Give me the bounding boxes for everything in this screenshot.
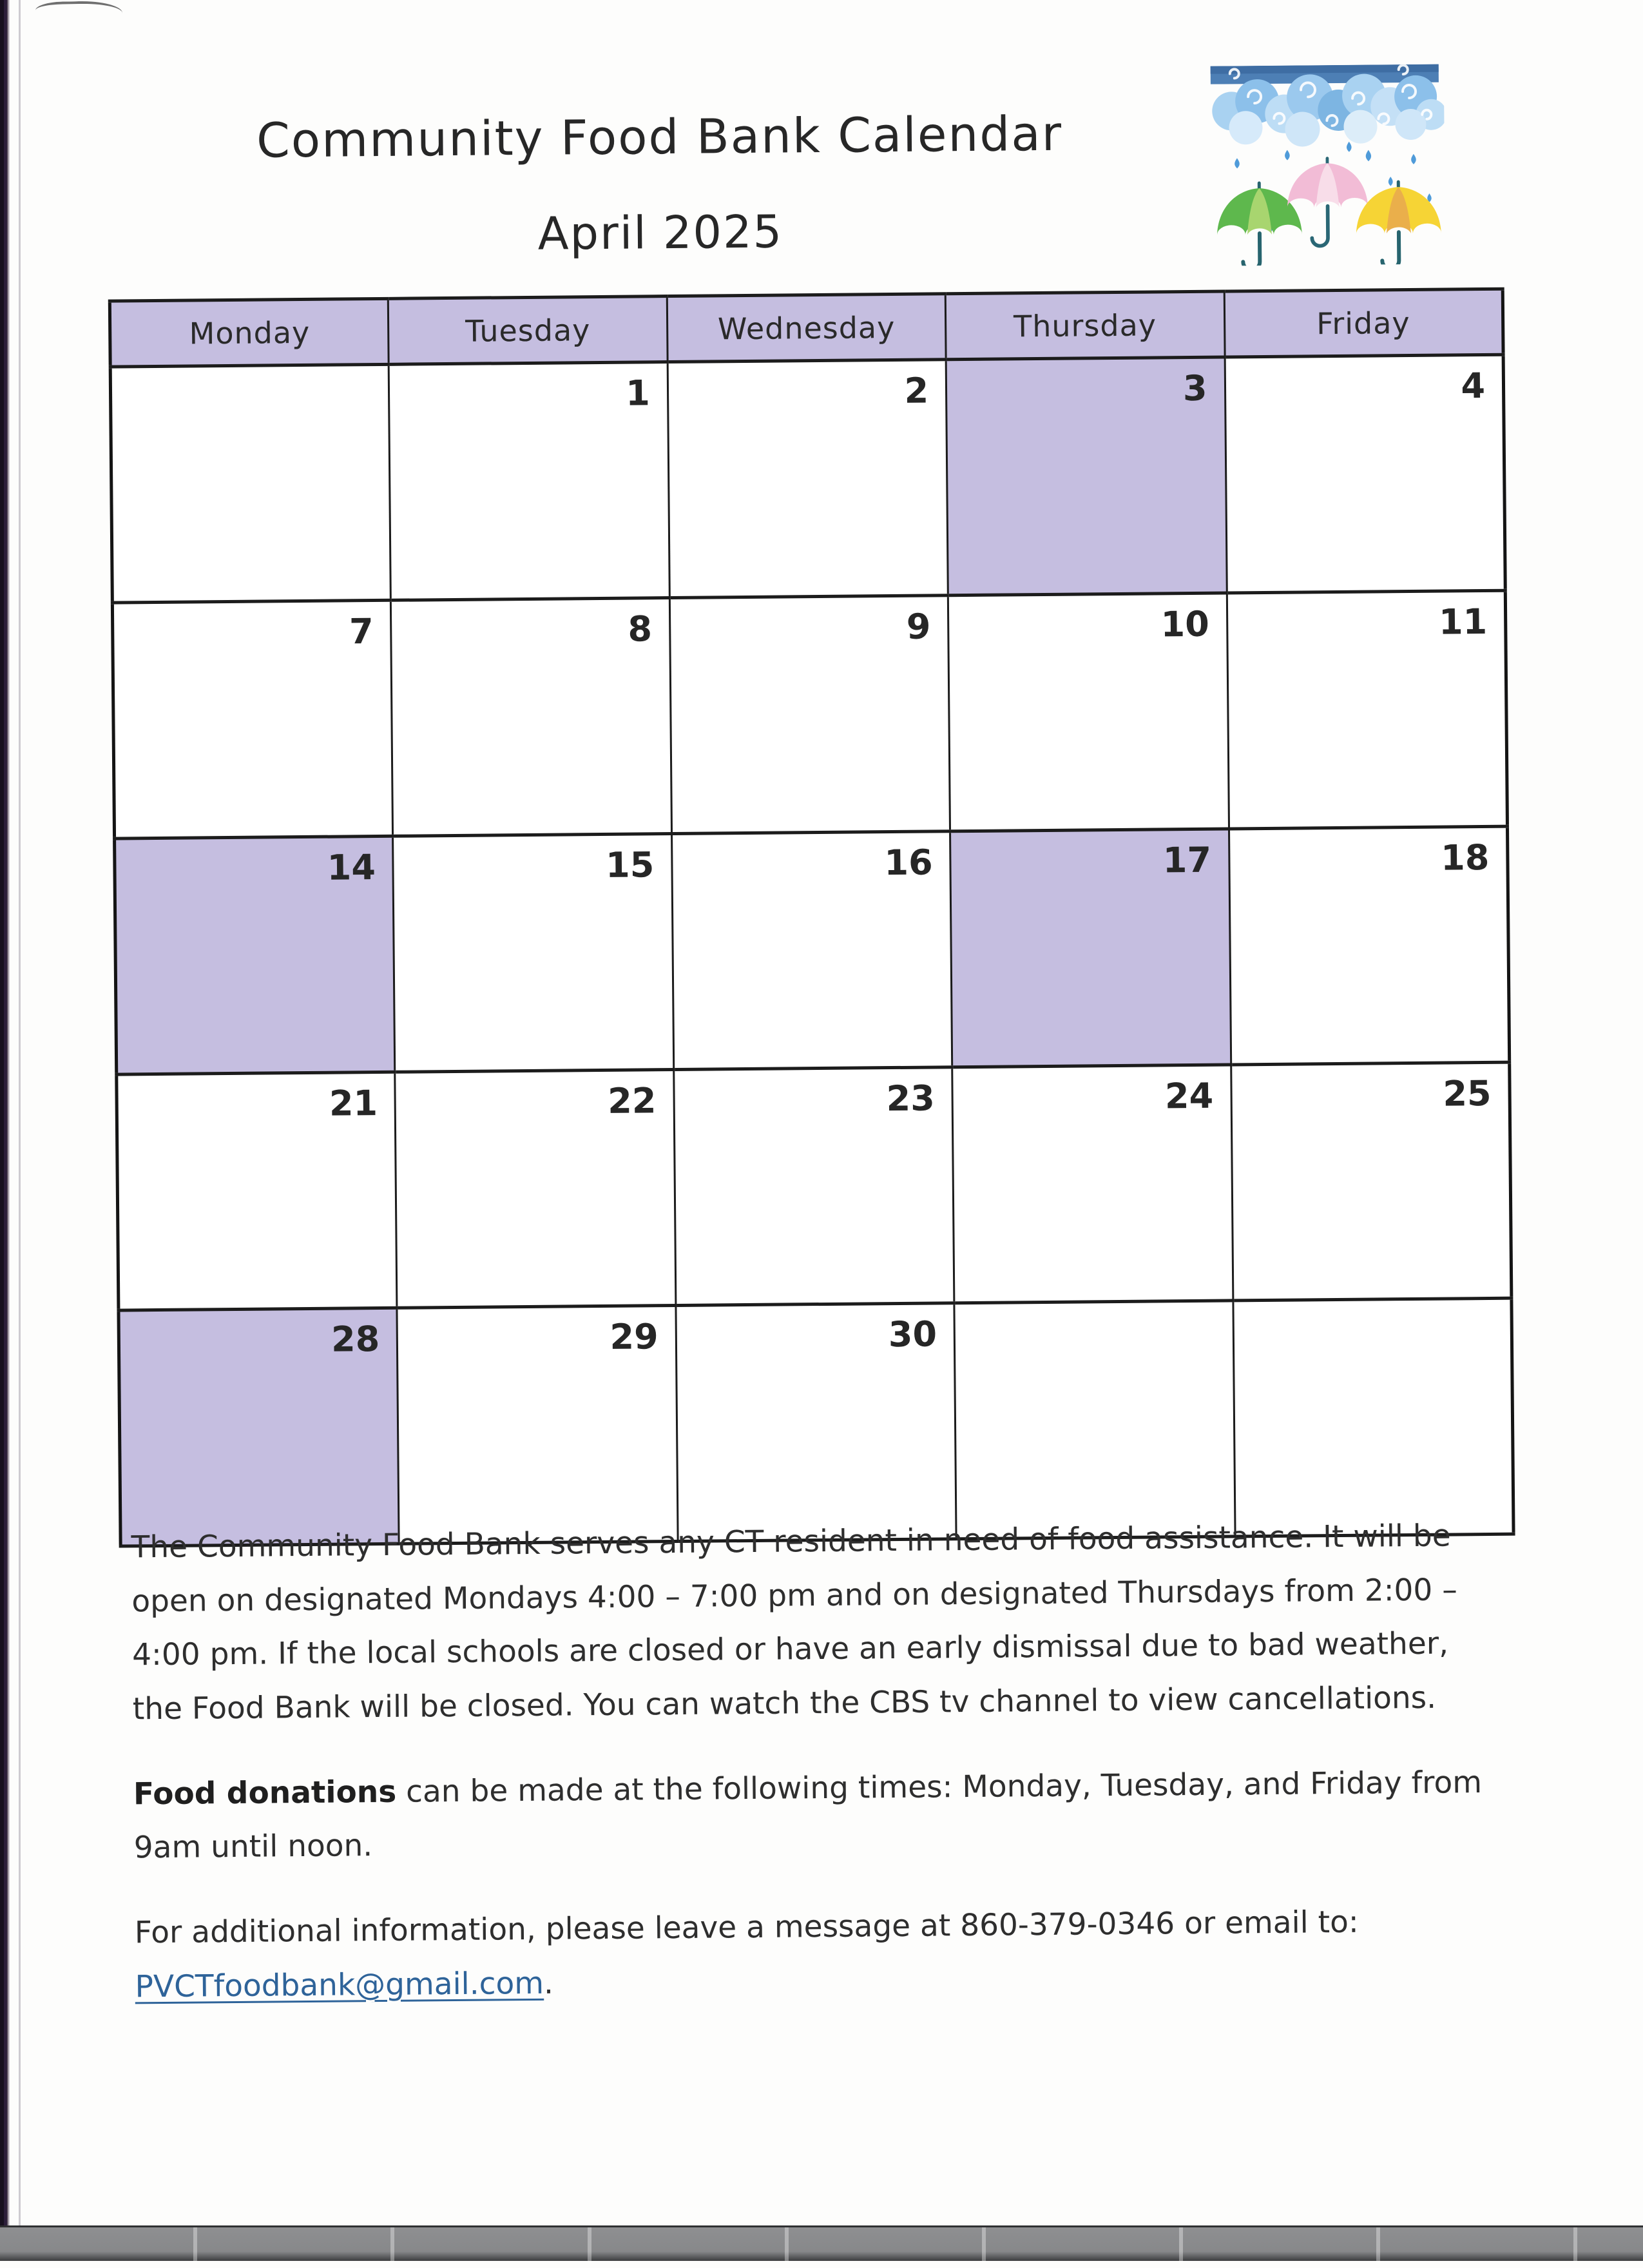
notes-section	[131, 1509, 1501, 2045]
page-title: Community Food Bank Calendar	[111, 105, 1207, 170]
page-subtitle: April 2025	[113, 202, 1209, 264]
weekday-header-row	[110, 289, 1503, 367]
sentence-period: .	[544, 1965, 553, 2001]
day-cell: 29	[397, 1305, 678, 1544]
day-cell: 8	[391, 598, 672, 837]
day-cell: 16	[671, 831, 952, 1070]
week-row	[119, 1298, 1513, 1546]
day-cell	[954, 1301, 1235, 1539]
donations-text: can be made at the following times: Monday, Tuesday, and Friday from 9am until noon.	[133, 1765, 1482, 1866]
contact-paragraph	[135, 1894, 1501, 2014]
contact-email-line	[135, 1948, 1501, 2013]
contact-text-before-phone: For additional information, please leave a message at	[135, 1908, 961, 1950]
day-cell: 9	[669, 596, 950, 834]
rain-umbrellas-illustration	[1206, 64, 1446, 266]
day-cell: 3	[946, 357, 1227, 596]
day-cell: 7	[112, 600, 393, 838]
weekday-header-wednesday: Wednesday	[667, 294, 946, 362]
day-cell: 11	[1227, 590, 1508, 829]
day-cell	[110, 364, 391, 603]
day-cell: 24	[952, 1065, 1233, 1303]
weekday-header-monday: Monday	[110, 298, 389, 367]
day-cell: 25	[1231, 1062, 1512, 1301]
day-cell: 18	[1229, 826, 1510, 1065]
week-row	[110, 354, 1505, 603]
contact-text-after-phone: or email to:	[1175, 1905, 1359, 1941]
day-cell: 23	[674, 1067, 955, 1306]
day-cell: 30	[676, 1303, 957, 1542]
day-cell: 21	[117, 1072, 398, 1310]
day-cell: 10	[948, 593, 1229, 831]
week-row	[117, 1062, 1512, 1310]
title-block	[111, 105, 1208, 264]
day-cell: 15	[393, 834, 674, 1072]
day-cell: 22	[395, 1070, 676, 1308]
contact-phone: 860-379-0346	[960, 1906, 1175, 1943]
email-link[interactable]: PVCTfoodbank@gmail.com	[135, 1965, 544, 2004]
donations-paragraph	[133, 1755, 1500, 1875]
donations-label: Food donations	[133, 1774, 397, 1812]
day-cell: 14	[115, 836, 396, 1074]
scan-edge-stripe	[0, 0, 10, 2261]
day-cell: 17	[950, 829, 1231, 1067]
day-cell: 28	[119, 1308, 399, 1546]
scan-edge-line	[19, 0, 21, 2261]
april-calendar	[108, 287, 1515, 1548]
scan-artifact-line	[35, 1, 122, 15]
day-cell: 2	[668, 360, 948, 598]
day-cell: 4	[1225, 354, 1506, 593]
pink-umbrella	[1287, 158, 1369, 246]
weekday-header-friday: Friday	[1224, 289, 1503, 357]
weekday-header-tuesday: Tuesday	[389, 296, 668, 365]
hours-paragraph	[131, 1509, 1499, 1736]
scanner-bottom-band	[0, 2225, 1643, 2261]
weekday-header-thursday: Thursday	[945, 291, 1224, 360]
week-row	[115, 826, 1510, 1074]
hours-text: The Community Food Bank serves any CT resident in need of food assistance. It will be open on designated Mondays 4:00 – 7:00 pm and on designated Thursdays from 2:00 – 4:00 pm. If the local schools are closed or have an early dismissal due to bad weather, the Food Bank will be closed. You can watch the CBS tv channel to view cancellations.	[131, 1518, 1457, 1727]
week-row	[112, 590, 1507, 838]
yellow-umbrella	[1356, 182, 1441, 266]
day-cell: 1	[389, 362, 670, 601]
day-cell	[1233, 1298, 1513, 1536]
